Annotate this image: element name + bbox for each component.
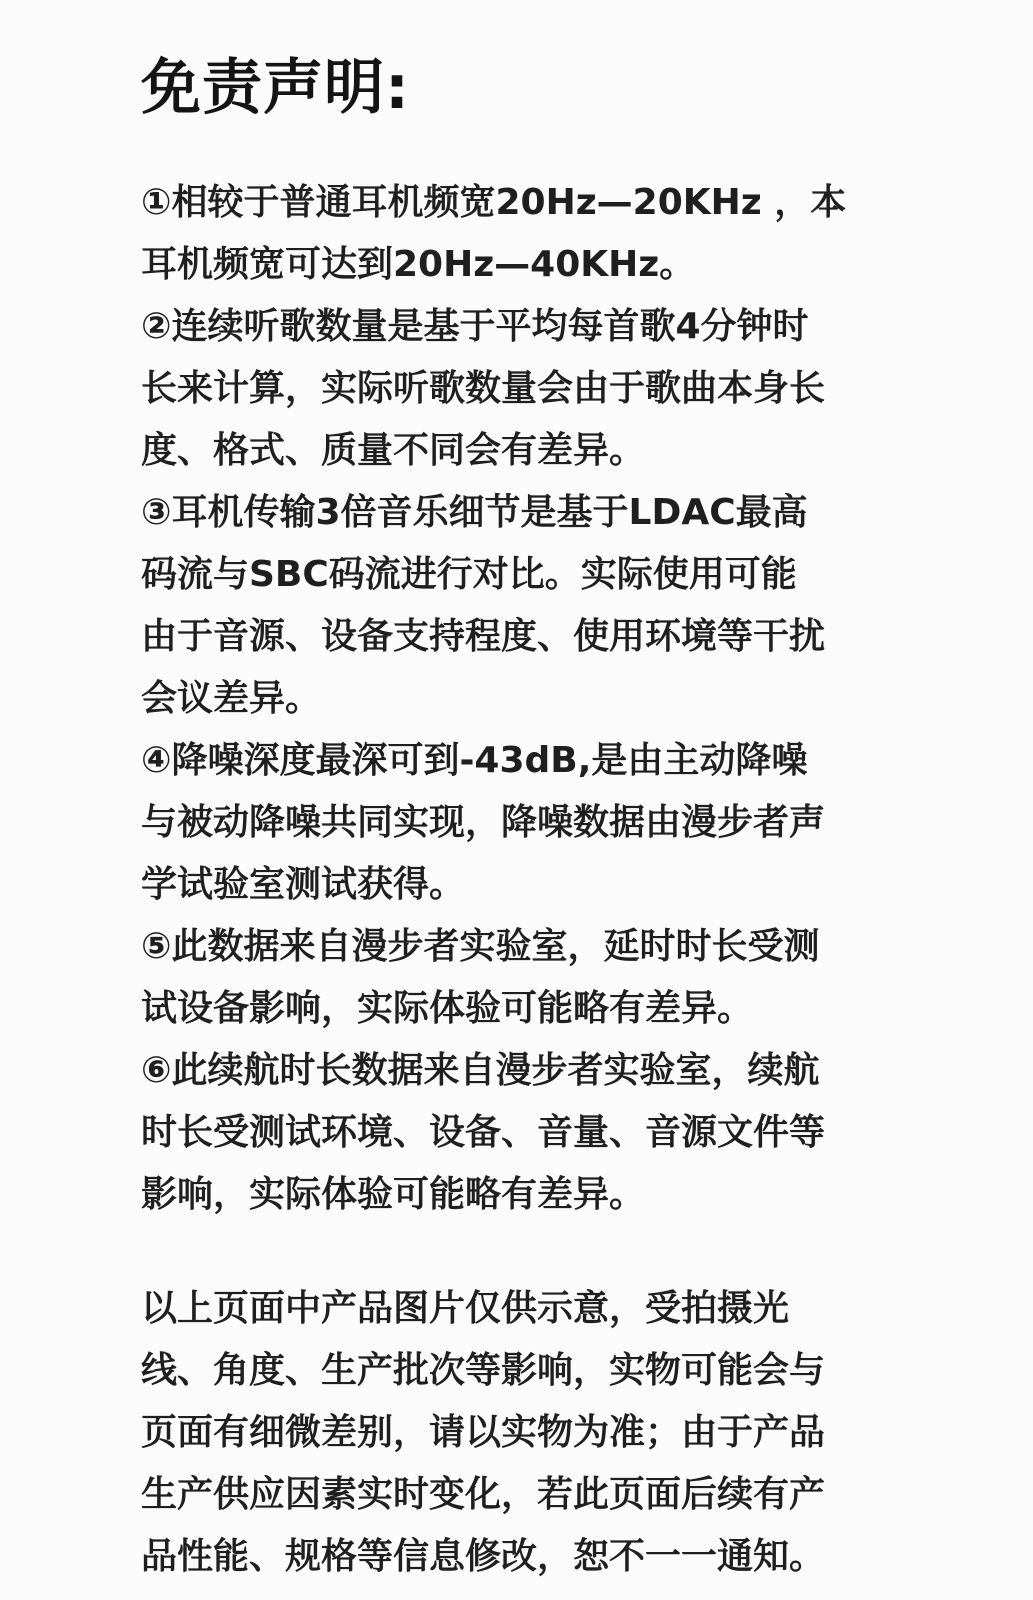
note-4: [141, 730, 881, 916]
note-line: 学试验室测试获得。: [141, 864, 466, 905]
note-line: ①相较于普通耳机频宽20Hz—20KHz ，本: [141, 182, 847, 223]
note-line: 耳机频宽可达到20Hz—40KHz。: [141, 244, 696, 285]
note-line: ⑤此数据来自漫步者实验室，延时时长受测: [141, 926, 820, 967]
note-line: ②连续听歌数量是基于平均每首歌4分钟时: [141, 306, 809, 347]
footer-notice: [141, 1278, 881, 1588]
note-line: 由于音源、设备支持程度、使用环境等干扰: [141, 616, 826, 657]
page-title: 免责声明:: [141, 53, 410, 123]
note-line: ③耳机传输3倍音乐细节是基于LDAC最高: [141, 492, 808, 533]
footer-line: 页面有细微差别，请以实物为准；由于产品: [141, 1412, 826, 1453]
footer-line: 以上页面中产品图片仅供示意，受拍摄光: [141, 1288, 790, 1329]
note-5: [141, 916, 881, 1040]
note-line: ⑥此续航时长数据来自漫步者实验室，续航: [141, 1050, 820, 1091]
note-1: [141, 172, 881, 296]
note-line: 度、格式、质量不同会有差异。: [141, 430, 646, 471]
note-line: 试设备影响，实际体验可能略有差异。: [141, 988, 754, 1029]
note-line: 码流与SBC码流进行对比。实际使用可能: [141, 554, 797, 595]
note-line: 时长受测试环境、设备、音量、音源文件等: [141, 1112, 826, 1153]
note-6: [141, 1040, 881, 1226]
note-line: 与被动降噪共同实现，降噪数据由漫步者声: [141, 802, 826, 843]
note-line: 会议差异。: [141, 678, 322, 719]
note-line: 长来计算，实际听歌数量会由于歌曲本身长: [141, 368, 826, 409]
note-2: [141, 296, 881, 482]
note-line: ④降噪深度最深可到-43dB,是由主动降噪: [141, 740, 808, 781]
footer-line: 线、角度、生产批次等影响，实物可能会与: [141, 1350, 826, 1391]
note-3: [141, 482, 881, 730]
footer-line: 品性能、规格等信息修改，恕不一一通知。: [141, 1536, 826, 1577]
footer-line: 生产供应因素实时变化，若此页面后续有产: [141, 1474, 826, 1515]
disclaimer-notes: [141, 172, 881, 1226]
note-line: 影响，实际体验可能略有差异。: [141, 1174, 646, 1215]
